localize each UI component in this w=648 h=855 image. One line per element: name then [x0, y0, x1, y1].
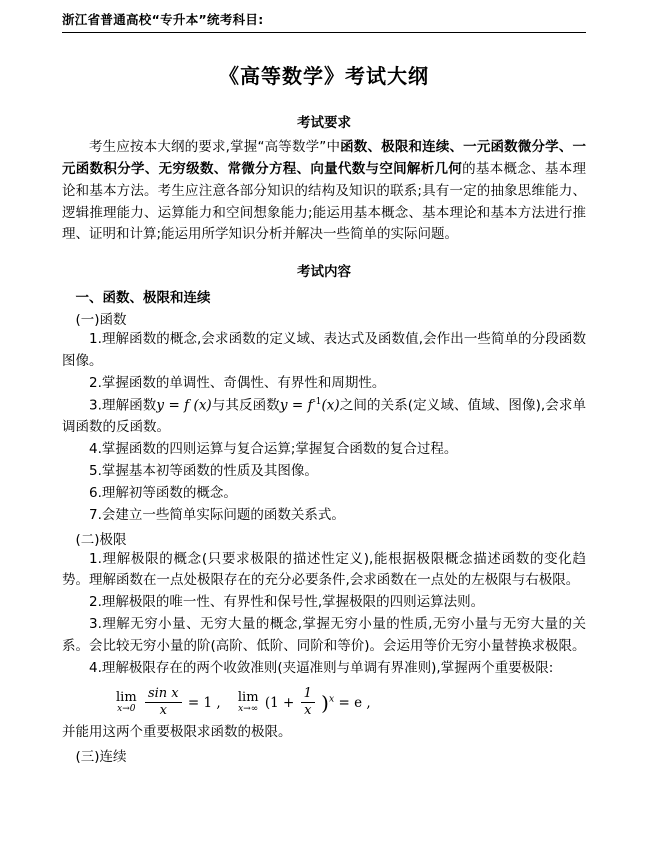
lim2-sub: x→∞ — [238, 703, 259, 714]
lim2-equals: = e , — [338, 694, 371, 711]
req-part-2-bold: 函数、极限和连续、一元函数微分学、一元函数积分学、无穷级数、常微分方程、向量代数与空间解析几何 — [62, 139, 586, 177]
section-heading-exam-requirements: 考试要求 — [297, 115, 351, 131]
item3-finv: y = f — [279, 397, 313, 414]
important-limits-formula — [62, 686, 586, 720]
subsection-heading-continuity: (三)连续 — [75, 748, 127, 765]
section-heading-exam-content: 考试内容 — [297, 264, 351, 281]
list-item: 4.掌握函数的四则运算与复合运算;掌握复合函数的复合过程。 — [89, 441, 458, 458]
subsection-heading-limits: (二)极限 — [75, 531, 127, 548]
list-item: 5.掌握基本初等函数的性质及其图像。 — [89, 462, 318, 479]
header-subject-title: 浙江省普通高校“专升本”统考科目: — [62, 12, 264, 27]
list-item-inverse-function — [62, 395, 586, 439]
exam-requirements-paragraph — [62, 137, 586, 246]
list-item: 7.会建立一些简单实际问题的函数关系式。 — [89, 506, 345, 523]
lim1-op: lim — [116, 689, 137, 705]
list-item: 1.理解函数的概念,会求函数的定义域、表达式及函数值,会作出一些简单的分段函数图像。 — [62, 331, 586, 370]
document-body — [62, 44, 586, 766]
closing-paren: ) — [321, 690, 329, 715]
list-item: 1.理解极限的概念(只要求极限的描述性定义),能根据极限概念描述函数的变化趋势。理解函数在一点处极限存在的充分必要条件,会求函数在一点处的左极限与右极限。 — [62, 550, 586, 589]
subsection-heading-functions: (一)函数 — [75, 312, 127, 329]
lim2-denominator: x — [304, 702, 312, 718]
lim1-denominator: x — [159, 702, 167, 718]
lim2-exponent: x — [328, 692, 335, 704]
lim2-lead: (1 + — [264, 694, 295, 711]
item3-finv-exponent: -1 — [312, 395, 322, 407]
req-part-3: 的基本概念、基本理论和基本方法。考生应注意各部分知识的结构及知识的联系;具有一定的抽象思维能力、逻辑推理能力、运算能力和空间想象能力;能运用基本概念、基本理论和基本方法进行推理、证明和计算;能运用所学知识分析并解决一些简单的实际问题。 — [62, 160, 587, 243]
list-item: 2.理解极限的唯一性、有界性和保号性,掌握极限的四则运算法则。 — [89, 594, 485, 611]
chapter-heading-1: 一、函数、极限和连续 — [75, 290, 211, 307]
item3-finv-tail: (x) — [321, 397, 340, 414]
item3-middle: 与其反函数 — [211, 397, 280, 414]
limit-1-operator — [116, 691, 137, 714]
lim2-op: lim — [237, 689, 259, 705]
list-item: 6.理解初等函数的概念。 — [89, 484, 237, 501]
limit-2-fraction — [301, 686, 315, 720]
limit-2-operator — [238, 691, 259, 714]
limit-1-fraction — [145, 686, 182, 720]
lim1-equals: = 1 , — [187, 694, 221, 711]
list-item: 2.掌握函数的单调性、奇偶性、有界性和周期性。 — [89, 375, 386, 392]
item3-prefix: 3.理解函数 — [89, 397, 157, 414]
list-item: 4.理解极限存在的两个收敛准则(夹逼准则与单调有界准则),掌握两个重要极限: — [89, 659, 554, 676]
document-header — [62, 10, 586, 33]
item3-suffix: 之间的关系(定义域、值域、图像),会求单调函数的反函数。 — [62, 397, 586, 436]
lim2-numerator: 1 — [301, 686, 315, 703]
item3-fx: y = f (x) — [156, 397, 212, 414]
list-item: 3.理解无穷小量、无穷大量的概念,掌握无穷小量的性质,无穷小量与无穷大量的关系。会比较无穷小量的阶(高阶、低阶、同阶和等价)。会运用等价无穷小量替换求极限。 — [62, 616, 586, 654]
lim1-numerator: sin x — [145, 686, 182, 703]
lim1-sub: x→0 — [117, 703, 136, 714]
req-part-1: 考生应按本大纲的要求,掌握“高等数学”中 — [89, 139, 341, 155]
page-title: 《高等数学》考试大纲 — [219, 64, 429, 88]
after-formula-text: 并能用这两个重要极限求函数的极限。 — [62, 723, 292, 740]
